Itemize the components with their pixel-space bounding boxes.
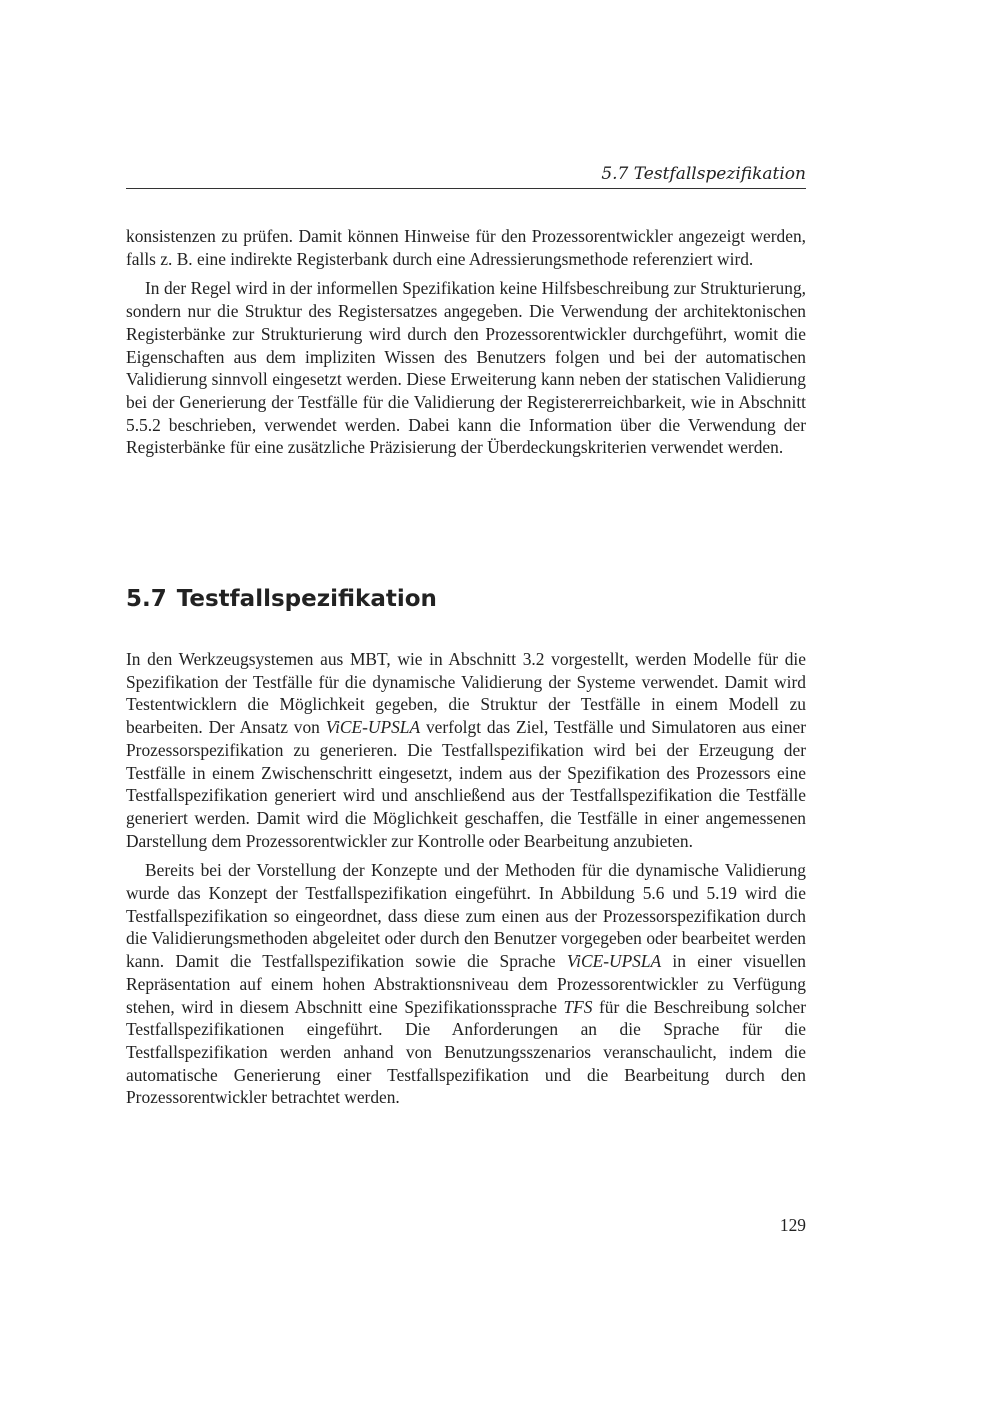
- emphasis-tfs: TFS: [563, 996, 593, 1017]
- header-rule: [126, 188, 806, 189]
- section-title-text: Testfallspezifikation: [176, 586, 437, 612]
- running-header: 5.7 Testfallspezifikation: [601, 164, 806, 184]
- section-number: 5.7: [126, 586, 167, 612]
- text-run: verfolgt das Ziel, Testfälle und Simulatoren aus einer Prozessorspezifikation zu generieren. Die Testfallspezifikation wird bei der Erzeugung der Testfälle in einem Zwischenschritt eingesetzt, indem aus der Spezifikation des Prozessors eine Testfallspezifikation generiert wird und anschließend aus der Testfallspezifikation die Testfälle generiert werden. Damit wird die Möglichkeit geschaffen, die Testfälle in einer angemessenen Darstellung dem Prozessorentwickler zur Kontrolle oder Bearbeitung anzubieten.: [126, 717, 807, 851]
- text-run: In den Werkzeugsystemen aus MBT, wie in Abschnitt 3.2 vorgestellt, werden Modelle für die Spezifikation der Testfälle für die dynamische Validierung der Systeme verwendet. Damit wird Testentwicklern die Möglichkeit gegeben, die Struktur der Testfälle in einem Modell zu bearbeiten. Der Ansatz von: [126, 649, 806, 738]
- text-block-top: [126, 225, 806, 459]
- emphasis-vice-upsla: ViCE-UPSLA: [325, 717, 421, 738]
- text-block-section: [126, 648, 806, 1109]
- text-run: Bereits bei der Vorstellung der Konzepte und der Methoden für die dynamische Validierung wurde das Konzept der Testfallspezifikation eingeführt. In Abbildung 5.6 und 5.19 wird die Testfallspezifikation so eingeordnet, dass diese zum einen aus der Prozessorspezifikation durch die Validierungsmethoden abgeleitet oder durch den Benutzer vorgegeben oder bearbeitet werden kann. Damit die Testfallspezifikation sowie die Sprache: [126, 860, 806, 972]
- section-heading: [126, 584, 437, 614]
- paragraph-mbt: [126, 648, 806, 852]
- emphasis-vice-upsla: ViCE-UPSLA: [566, 951, 662, 972]
- text-run: in einer visuellen Repräsentation auf einem hohen Abstraktionsniveau dem Prozessorentwickler zu Verfügung stehen, wird in diesem Abschnitt eine Spezifikationssprache: [126, 951, 806, 1017]
- text-run: für die Beschreibung solcher Testfallspezifikationen eingeführt. Die Anforderungen an die Sprache für die Testfallspezifikation werden anhand von Benutzungsszenarios veranschaulicht, indem die automatische Generierung einer Testfallspezifikation und die Bearbeitung durch den Prozessorentwickler betrachtet werden.: [126, 996, 806, 1108]
- page-number: 129: [779, 1215, 806, 1235]
- paragraph-registerbank: In der Regel wird in der informellen Spezifikation keine Hilfsbeschreibung zur Strukturierung, sondern nur die Struktur des Registersatzes angegeben. Die Verwendung der architektonischen Registerbänke zur Strukturierung wird durch den Prozessorentwickler durchgeführt, womit die Eigenschaften aus dem impliziten Wissen des Benutzers folgen und bei der automatischen Validierung sinnvoll eingesetzt werden. Diese Erweiterung kann neben der statischen Validierung bei der Generierung der Testfälle für die Validierung der Registererreichbarkeit, wie in Abschnitt 5.5.2 beschrieben, verwendet werden. Dabei kann die Information über die Verwendung der Registerbänke für eine zusätzliche Präzisierung der Überdeckungskriterien verwendet werden.: [126, 278, 806, 458]
- paragraph-tfs: [126, 859, 806, 1109]
- paragraph-continued: konsistenzen zu prüfen. Damit können Hinweise für den Prozessorentwickler angezeigt werden, falls z. B. eine indirekte Registerbank durch eine Adressierungsmethode referenziert wird.: [126, 226, 806, 269]
